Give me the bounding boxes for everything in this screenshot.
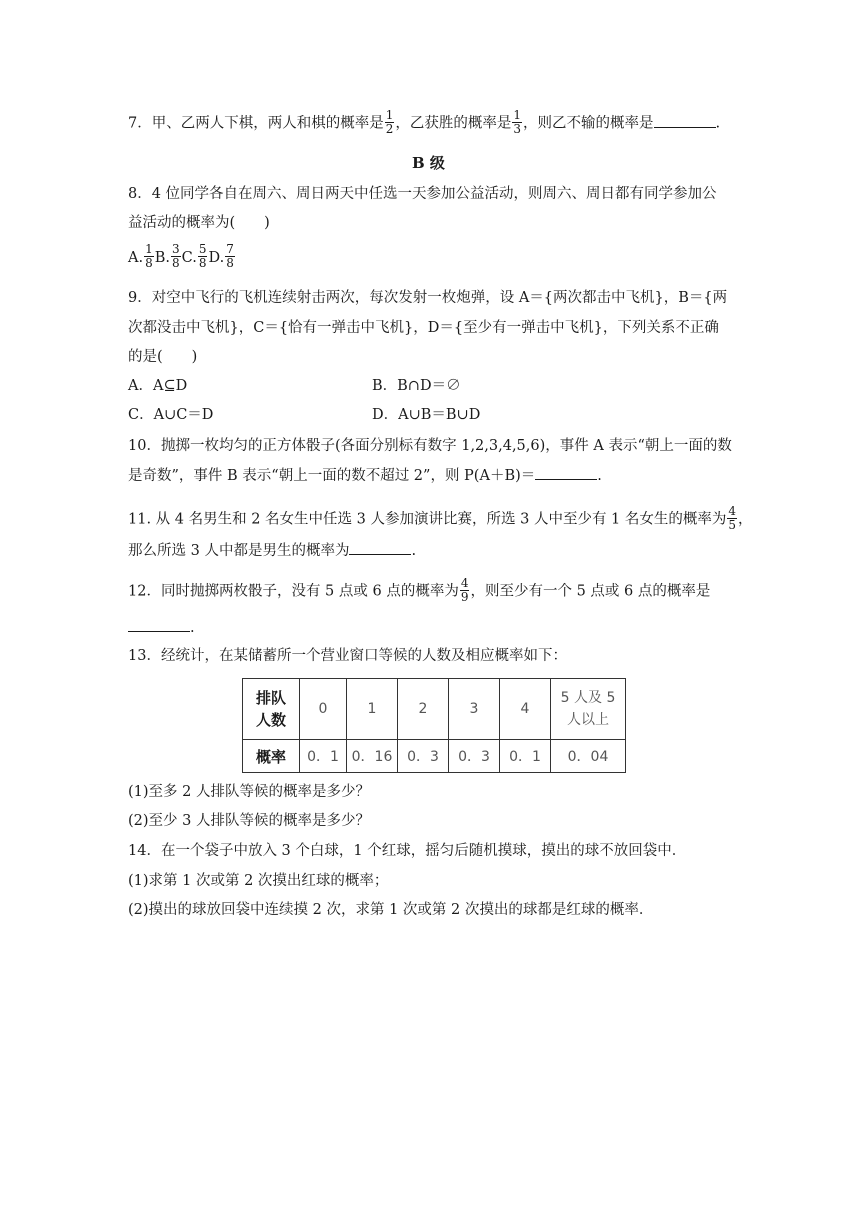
question-12-line-2: . [128, 617, 195, 638]
table-cell: 1 [347, 679, 398, 740]
question-13-sub-2: (2)至少 3 人排队等候的概率是多少？ [128, 813, 370, 829]
question-14-sub-1: (1)求第 1 次或第 2 次摸出红球的概率； [128, 873, 389, 889]
table-cell: 3 [449, 679, 500, 740]
table-cell: 0．04 [551, 740, 626, 773]
q7-text-3: ，则乙不输的概率是 [523, 115, 654, 132]
table-cell: 0．1 [500, 740, 551, 773]
table-cell: 2 [398, 679, 449, 740]
question-9-line-3: 的是( ) [128, 349, 198, 365]
question-9-line-1: 9．对空中飞行的飞机连续射击两次，每次发射一枚炮弹，设 A＝{两次都击中飞机}，B＝{两 [128, 290, 728, 306]
question-8-options [128, 244, 236, 271]
table-row [243, 679, 626, 740]
question-9-line-2: 次都没击中飞机}，C＝{恰有一弹击中飞机}，D＝{至少有一弹击中飞机}，下列关系不正确 [128, 320, 719, 336]
section-heading: B 级 [412, 154, 445, 172]
option-c[interactable]: C．A∪C＝D [128, 407, 214, 423]
question-10-line-1: 10．抛掷一枚均匀的正方体骰子(各面分别标有数字 1,2,3,4,5,6)，事件 A 表示“朝上一面的数 [128, 438, 732, 454]
answer-blank[interactable] [128, 617, 190, 632]
table-cell: 5 人及 5 人以上 [551, 679, 626, 740]
table-cell: 0．16 [347, 740, 398, 773]
q7-text-2: ，乙获胜的概率是 [395, 115, 512, 132]
question-13-line-1: 13．经统计，在某储蓄所一个营业窗口等候的人数及相应概率如下： [128, 648, 567, 664]
queue-probability-table [242, 678, 626, 773]
table-header-cell: 排队 人数 [243, 679, 300, 740]
question-14-line-1: 14．在一个袋子中放入 3 个白球，1 个红球，摇匀后随机摸球，摸出的球不放回袋中． [128, 843, 687, 859]
table-cell: 0．3 [398, 740, 449, 773]
question-11-line-1: 11. 从 4 名男生和 2 名女生中任选 3 人参加演讲比赛，所选 3 人中至少有 1 名女生的概率为 $\frac{4}{5}$ ， [128, 504, 753, 532]
question-8-line-2: 益活动的概率为( ) [128, 215, 270, 231]
table-cell: 4 [500, 679, 551, 740]
q7-text-1: 7．甲、乙两人下棋，两人和棋的概率是 [128, 115, 384, 132]
answer-blank[interactable] [654, 113, 716, 128]
question-14-sub-2: (2)摸出的球放回袋中连续摸 2 次，求第 1 次或第 2 次摸出的球都是红球的概率． [128, 902, 654, 918]
q12-fraction: $\frac{4}{9}$ [460, 576, 469, 604]
table-cell: 0 [300, 679, 347, 740]
question-8-line-1: 8．4 位同学各自在周六、周日两天中任选一天参加公益活动，则周六、周日都有同学参加公 [128, 186, 717, 202]
option-d[interactable]: D．A∪B＝B∪D [372, 407, 481, 423]
option-a[interactable]: A. $\frac{1}{8}$ [128, 242, 153, 270]
q7-fraction-draw: $\frac{1}{2}$ [385, 108, 394, 136]
answer-blank[interactable] [535, 465, 597, 480]
question-10-line-2: 是奇数”，事件 B 表示“朝上一面的数不超过 2”，则 P(A＋B)＝ . [128, 465, 602, 486]
option-d[interactable]: D. $\frac{7}{8}$ [208, 242, 234, 270]
question-7: 7．甲、乙两人下棋，两人和棋的概率是 $\frac{1}{2}$ ，乙获胜的概率是 $\frac{1}{3}$ ，则乙不输的概率是 . [128, 108, 721, 136]
q11-fraction: $\frac{4}{5}$ [728, 504, 737, 532]
question-13-sub-1: (1)至多 2 人排队等候的概率是多少？ [128, 784, 370, 800]
option-b[interactable]: B. $\frac{3}{8}$ [154, 242, 180, 270]
question-11-line-2: 那么所选 3 人中都是男生的概率为 . [128, 540, 416, 561]
option-b[interactable]: B．B∩D＝∅ [372, 378, 461, 394]
table-cell: 0．1 [300, 740, 347, 773]
table-header-cell: 概率 [243, 740, 300, 773]
table-cell: 0．3 [449, 740, 500, 773]
answer-blank[interactable] [349, 540, 411, 555]
option-a[interactable]: A．A⊆D [128, 378, 188, 394]
table-row [243, 740, 626, 773]
option-c[interactable]: C. $\frac{5}{8}$ [181, 242, 207, 270]
question-12-line-1: 12．同时抛掷两枚骰子，没有 5 点或 6 点的概率为 $\frac{4}{9}$ ，则至少有一个 5 点或 6 点的概率是 [128, 576, 711, 604]
q7-fraction-win: $\frac{1}{3}$ [513, 108, 522, 136]
